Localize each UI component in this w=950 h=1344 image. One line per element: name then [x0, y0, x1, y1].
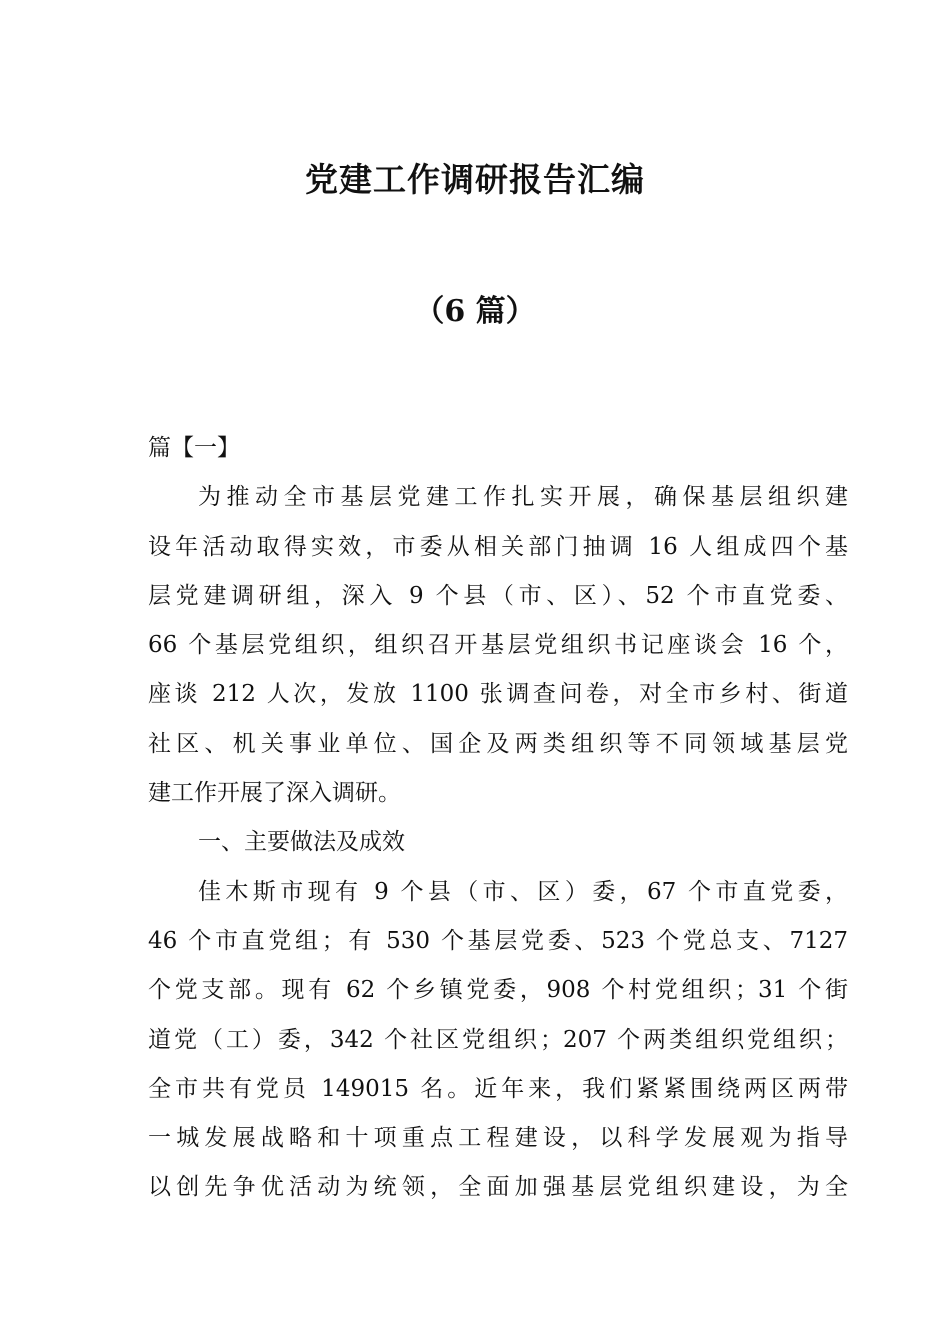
paragraph-line: 全市共有党员 149015 名。近年来，我们紧紧围绕两区两带: [148, 1075, 848, 1102]
document-body: [148, 424, 848, 1213]
document-title: 党建工作调研报告汇编: [305, 160, 645, 199]
paragraph-line: 46 个市直党组；有 530 个基层党委、523 个党总支、7127: [148, 927, 848, 954]
paragraph-line: 建工作开展了深入调研。: [148, 780, 401, 807]
paragraph-line: 个党支部。现有 62 个乡镇党委，908 个村党组织；31 个街: [148, 977, 848, 1004]
paragraph-line: 设年活动取得实效，市委从相关部门抽调 16 人组成四个基: [148, 533, 848, 560]
paragraph-line: 一城发展战略和十项重点工程建设，以科学发展观为指导: [148, 1125, 848, 1152]
paragraph-line: 66 个基层党组织，组织召开基层党组织书记座谈会 16 个，: [148, 632, 848, 659]
paragraph-line: 以创先争优活动为统领，全面加强基层党组织建设，为全: [148, 1174, 848, 1201]
paragraph-line: 为推动全市基层党建工作扎实开展，确保基层组织建: [198, 484, 848, 511]
paragraph-1: [148, 473, 848, 818]
paragraph-line: 道党（工）委，342 个社区党组织；207 个两类组织党组织；: [148, 1026, 848, 1053]
paragraph-line: 层党建调研组，深入 9 个县（市、区）、52 个市直党委、: [148, 582, 848, 609]
paragraph-line: 社区、机关事业单位、国企及两类组织等不同领域基层党: [148, 730, 848, 757]
section-label: 篇【一】: [148, 435, 240, 461]
paragraph-line: 佳木斯市现有 9 个县（市、区）委，67 个市直党委，: [198, 878, 848, 905]
paragraph-2: [148, 868, 848, 1213]
document-subtitle: （6 篇）: [414, 294, 536, 329]
section-heading: 一、主要做法及成效: [198, 829, 405, 856]
paragraph-line: 座谈 212 人次，发放 1100 张调查问卷，对全市乡村、街道: [148, 681, 848, 708]
